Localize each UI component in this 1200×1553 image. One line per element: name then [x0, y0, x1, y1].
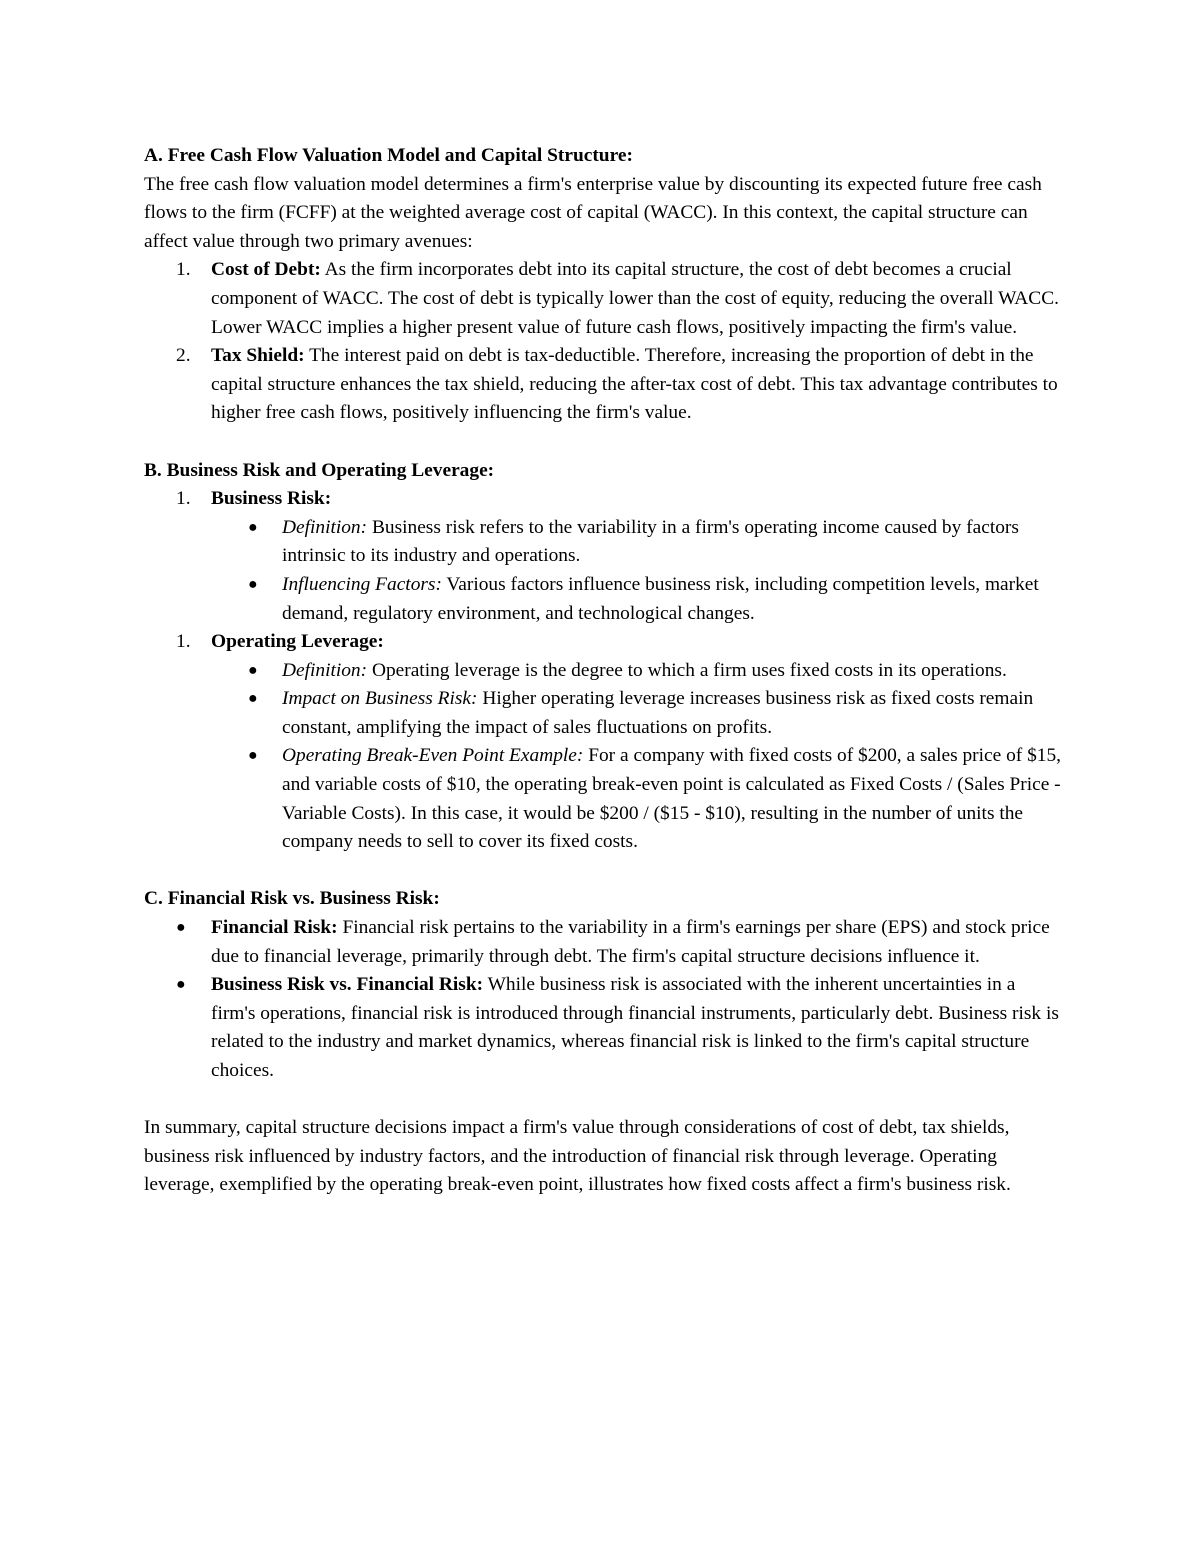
bullet-icon: ● [176, 919, 186, 937]
item-text: Financial risk pertains to the variability in a firm's earnings per share (EPS) and stock price due to financial leverage, primarily through debt. The firm's capital structure decisions influence it. [211, 917, 1050, 967]
item-label: Cost of Debt: [211, 259, 321, 281]
point-text: Higher operating leverage increases business risk as fixed costs remain constant, amplifying the impact of sales fluctuations on profits. [282, 688, 1034, 738]
point-label: Definition: [282, 659, 368, 681]
section-b-group [144, 628, 1064, 657]
section-a-item [144, 342, 1064, 428]
section-b-title: B. Business Risk and Operating Leverage: [144, 459, 495, 481]
section-a-title: A. Free Cash Flow Valuation Model and Capital Structure: [144, 145, 633, 166]
bullet-icon: ● [248, 747, 258, 765]
point-text: Operating leverage is the degree to which a firm uses fixed costs in its operations. [367, 659, 1007, 681]
section-b-group [144, 485, 1064, 514]
point-label: Impact on Business Risk: [282, 688, 478, 710]
section-b-point [144, 514, 1064, 571]
group-label: Operating Leverage: [211, 631, 384, 653]
group-label: Business Risk: [211, 488, 332, 510]
point-text: Various factors influence business risk, including competition levels, market demand, regulatory environment, and technological changes. [282, 573, 1039, 624]
section-b-point [144, 657, 1064, 686]
list-number: 1. [176, 259, 191, 281]
item-text: As the firm incorporates debt into its capital structure, the cost of debt becomes a crucial component of WACC. The cost of debt is typically lower than the cost of equity, reducing the overall WACC. Lower WACC implies a higher present value of future cash flows, positively impacting the firm's value. [211, 259, 1059, 338]
section-c-item [144, 971, 1064, 1085]
section-a-item [144, 256, 1064, 342]
point-label: Definition: [282, 516, 368, 538]
point-label: Influencing Factors: [282, 573, 442, 595]
section-c-item [144, 914, 1064, 971]
point-text: Business risk refers to the variability in a firm's operating income caused by factors intrinsic to its industry and operations. [282, 516, 1019, 567]
item-text: While business risk is associated with the inherent uncertainties in a firm's operations, financial risk is introduced through financial instruments, particularly debt. Business risk is related to the industry and market dynamics, whereas financial risk is linked to the firm's capital structure choices. [211, 974, 1059, 1081]
item-label: Tax Shield: [211, 345, 305, 367]
item-label: Financial Risk: [211, 917, 338, 939]
list-number: 1. [176, 631, 191, 653]
bullet-icon: ● [248, 690, 258, 708]
item-label: Business Risk vs. Financial Risk: [211, 974, 484, 996]
point-text: For a company with fixed costs of $200, a sales price of $15, and variable costs of $10, the operating break-even point is calculated as Fixed Costs / (Sales Price - Variable Costs). In this case, it would be $200 / ($15 - $10), resulting in the number of units the company needs to sell to cover its fixed costs. [282, 745, 1062, 853]
list-number: 2. [176, 345, 191, 367]
section-a-intro: The free cash flow valuation model determines a firm's enterprise value by discounting its expected future free cash flows to the firm (FCFF) at the weighted average cost of capital (WACC). In this context, the capital structure can affect value through two primary avenues: [144, 173, 1042, 252]
summary-paragraph: In summary, capital structure decisions impact a firm's value through considerations of cost of debt, tax shields, business risk influenced by industry factors, and the introduction of financial risk through leverage. Operating leverage, exemplified by the operating break-even point, illustrates how fixed costs affect a firm's business risk. [144, 1117, 1011, 1196]
section-b-point [144, 571, 1064, 628]
section-c-title: C. Financial Risk vs. Business Risk: [144, 888, 440, 910]
bullet-icon: ● [248, 575, 258, 593]
section-b-point [144, 742, 1064, 856]
item-text: The interest paid on debt is tax-deductible. Therefore, increasing the proportion of debt in the capital structure enhances the tax shield, reducing the after-tax cost of debt. This tax advantage contributes to higher free cash flows, positively influencing the firm's value. [211, 345, 1058, 424]
point-label: Operating Break-Even Point Example: [282, 745, 584, 767]
list-number: 1. [176, 488, 191, 510]
document-page [144, 142, 1064, 1200]
bullet-icon: ● [248, 661, 258, 679]
bullet-icon: ● [176, 976, 186, 994]
section-b-point [144, 685, 1064, 742]
bullet-icon: ● [248, 518, 258, 536]
